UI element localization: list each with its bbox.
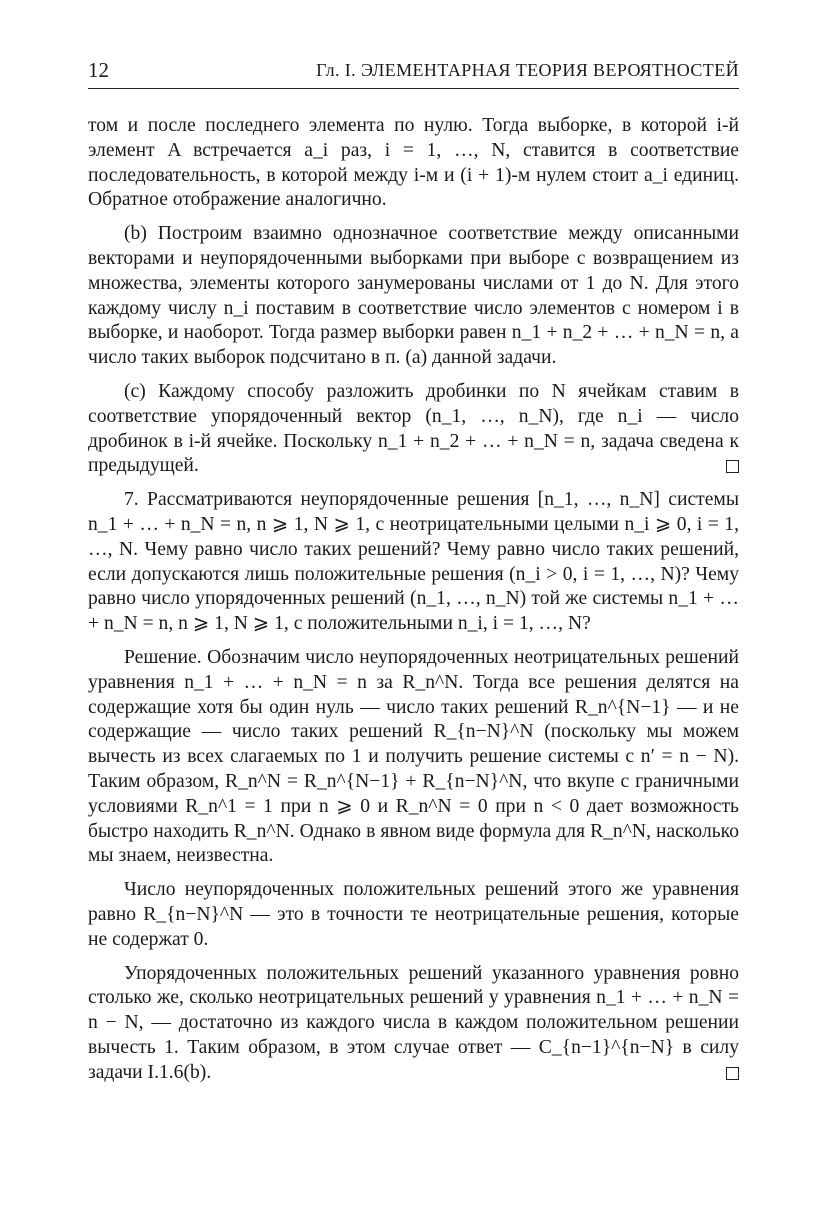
paragraph-7-text: Упорядоченных положительных решений указанного уравнения ровно столько же, сколько неотрицательных решений у уравнения n_1 + … + n_N = n − N, — достаточно из каждого числа в каждом положительном решении вычесть 1. Таким образом, в этом случае ответ — C_{n−1}^{n−N} в силу задачи I.1.6(b).: [88, 962, 739, 1083]
paragraph-3: [88, 380, 739, 479]
problem-7: 7. Рассматриваются неупорядоченные решения [n_1, …, n_N] системы n_1 + … + n_N = n, n ⩾ 1, N ⩾ 1, с неотрицательными целыми n_i ⩾ 0, i = 1, …, N. Чему равно число таких решений? Чему равно число таких решений, если допускаются лишь положительные решения (n_i > 0, i = 1, …, N)? Чему равно число упорядоченных решений (n_1, …, n_N) той же системы n_1 + … + n_N = n, n ⩾ 1, N ⩾ 1, с положительными n_i, i = 1, …, N?: [88, 489, 739, 635]
page-number: 12: [88, 58, 109, 82]
running-head: Гл. I. ЭЛЕМЕНТАРНАЯ ТЕОРИЯ ВЕРОЯТНОСТЕЙ: [316, 60, 739, 80]
page-body: [88, 114, 739, 1094]
paragraph-1: том и после последнего элемента по нулю. Тогда выборке, в которой i-й элемент A встречается a_i раз, i = 1, …, N, ставится в соответствие последовательность, в которой между i-м и (i + 1)-м нулем стоит a_i единиц. Обратное отображение аналогично.: [88, 115, 739, 211]
paragraph-2: (b) Построим взаимно однозначное соответствие между описанными векторами и неупорядоченными выборками при выборе с возвращением из множества, элементы которого занумерованы числами от 1 до N. Для этого каждому числу n_i поставим в соответствие число элементов с номером i в выборке, и наоборот. Тогда размер выборки равен n_1 + n_2 + … + n_N = n, а число таких выборок подсчитано в п. (a) данной задачи.: [88, 223, 739, 369]
paragraph-6: Число неупорядоченных положительных решений этого же уравнения равно R_{n−N}^N — это в точности те неотрицательные решения, которые не содержат 0.: [88, 879, 739, 950]
paragraph-3-text: (c) Каждому способу разложить дробинки по N ячейкам ставим в соответствие упорядоченный вектор (n_1, …, n_N), где n_i — число дробинок в i-й ячейке. Поскольку n_1 + n_2 + … + n_N = n, задача сведена к предыдущей.: [88, 380, 739, 477]
solution-paragraph: Решение. Обозначим число неупорядоченных неотрицательных решений уравнения n_1 + … + n_N = n за R_n^N. Тогда все решения делятся на содержащие хотя бы один нуль — число таких решений R_n^{N−1} — и не содержащие — число таких решений R_{n−N}^N (поскольку мы можем вычесть из всех слагаемых по 1 и получить решение системы с n′ = n − N). Таким образом, R_n^N = R_n^{N−1} + R_{n−N}^N, что вкупе с граничными условиями R_n^1 = 1 при n ⩾ 0 и R_n^N = 0 при n < 0 дает возможность быстро находить R_n^N. Однако в явном виде формула для R_n^N, насколько мы знаем, неизвестна.: [88, 646, 739, 867]
qed-mark: [726, 460, 739, 473]
page-header: [88, 56, 739, 89]
paragraph-7: [88, 962, 739, 1086]
qed-mark-2: [726, 1067, 739, 1080]
